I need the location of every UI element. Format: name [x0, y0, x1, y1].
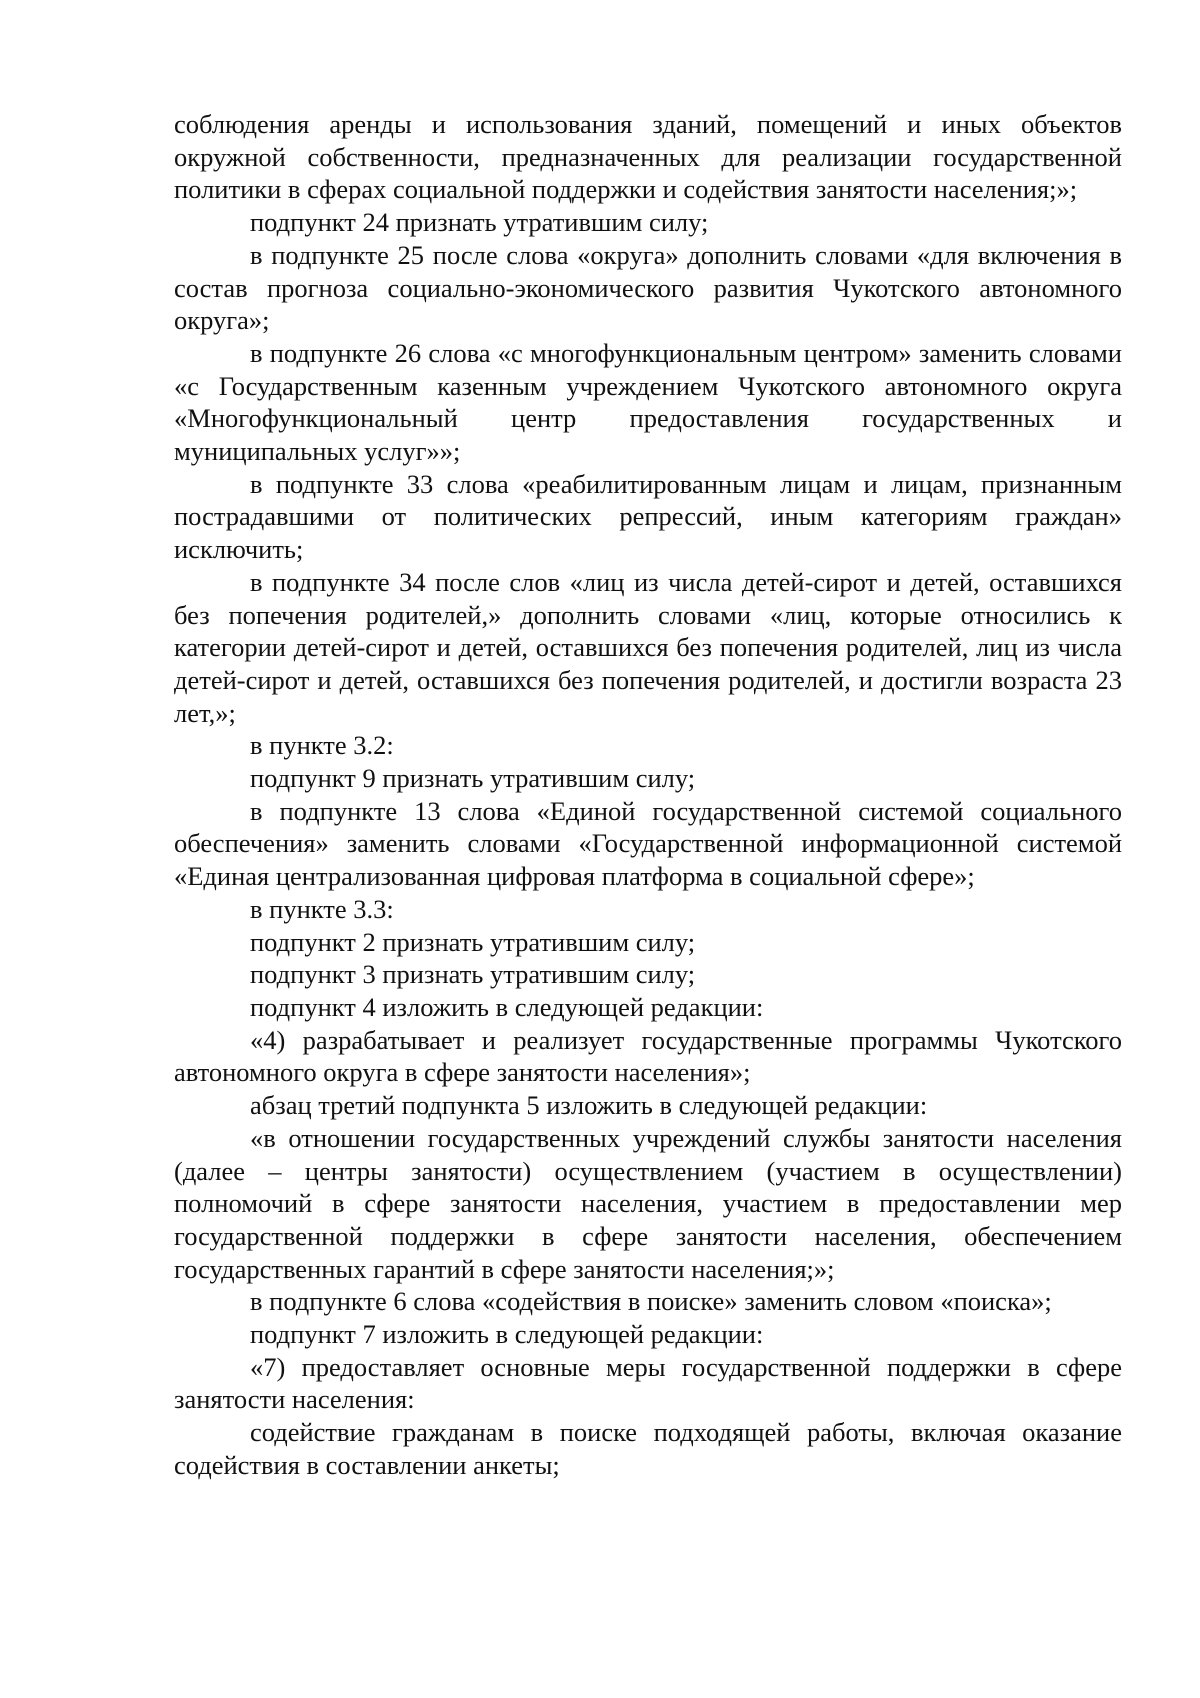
paragraph-4: в подпункте 26 слова «с многофункциональным центром» заменить словами «с Государственным казенным учреждением Чукотского автономного округа «Многофункциональный центр предоставления государственных и муниципальных услуг»»;	[174, 337, 1122, 467]
paragraph-13: подпункт 4 изложить в следующей редакции:	[250, 991, 764, 1022]
paragraph-2: подпункт 24 признать утратившим силу;	[250, 207, 709, 238]
paragraph-7: в пункте 3.2:	[250, 730, 394, 761]
paragraph-19: «7) предоставляет основные меры государственной поддержки в сфере занятости населения:	[174, 1351, 1122, 1415]
paragraph-6: в подпункте 34 после слов «лиц из числа детей-сирот и детей, оставшихся без попечения родителей,» дополнить словами «лиц, которые относились к категории детей-сирот и детей, оставшихся без попечения родителей, лиц из числа детей-сирот и детей, оставшихся без попечения родителей, и достигли возраста 23 лет,»;	[174, 566, 1122, 728]
paragraph-3: в подпункте 25 после слова «округа» дополнить словами «для включения в состав прогноза социально-экономического развития Чукотского автономного округа»;	[174, 239, 1122, 336]
paragraph-14: «4) разрабатывает и реализует государственные программы Чукотского автономного округа в сфере занятости населения»;	[174, 1024, 1122, 1088]
paragraph-5: в подпункте 33 слова «реабилитированным лицам и лицам, признанным пострадавшими от политических репрессий, иным категориям граждан» исключить;	[174, 468, 1122, 565]
document-page	[174, 108, 1122, 1482]
paragraph-18: подпункт 7 изложить в следующей редакции:	[250, 1319, 764, 1350]
paragraph-10: в пункте 3.3:	[250, 893, 394, 924]
paragraph-11: подпункт 2 признать утратившим силу;	[250, 926, 696, 957]
paragraph-16: «в отношении государственных учреждений службы занятости населения (далее – центры занятости) осуществлением (участием в осуществлении) полномочий в сфере занятости населения, участием в предоставлении мер государственной поддержки в сфере занятости населения, обеспечением государственных гарантий в сфере занятости населения;»;	[174, 1122, 1122, 1284]
paragraph-17: в подпункте 6 слова «содействия в поиске» заменить словом «поиска»;	[250, 1286, 1052, 1317]
paragraph-8: подпункт 9 признать утратившим силу;	[250, 763, 696, 794]
paragraph-12: подпункт 3 признать утратившим силу;	[250, 959, 696, 990]
paragraph-20: содействие гражданам в поиске подходящей работы, включая оказание содействия в составлении анкеты;	[174, 1417, 1122, 1480]
paragraph-9: в подпункте 13 слова «Единой государственной системой социального обеспечения» заменить словами «Государственной информационной системой «Единая централизованная цифровая платформа в социальной сфере»;	[174, 795, 1122, 892]
paragraph-15: абзац третий подпункта 5 изложить в следующей редакции:	[250, 1090, 928, 1121]
paragraph-1: соблюдения аренды и использования зданий, помещений и иных объектов окружной собственности, предназначенных для реализации государственной политики в сферах социальной поддержки и содействия занятости населения;»;	[174, 109, 1122, 205]
